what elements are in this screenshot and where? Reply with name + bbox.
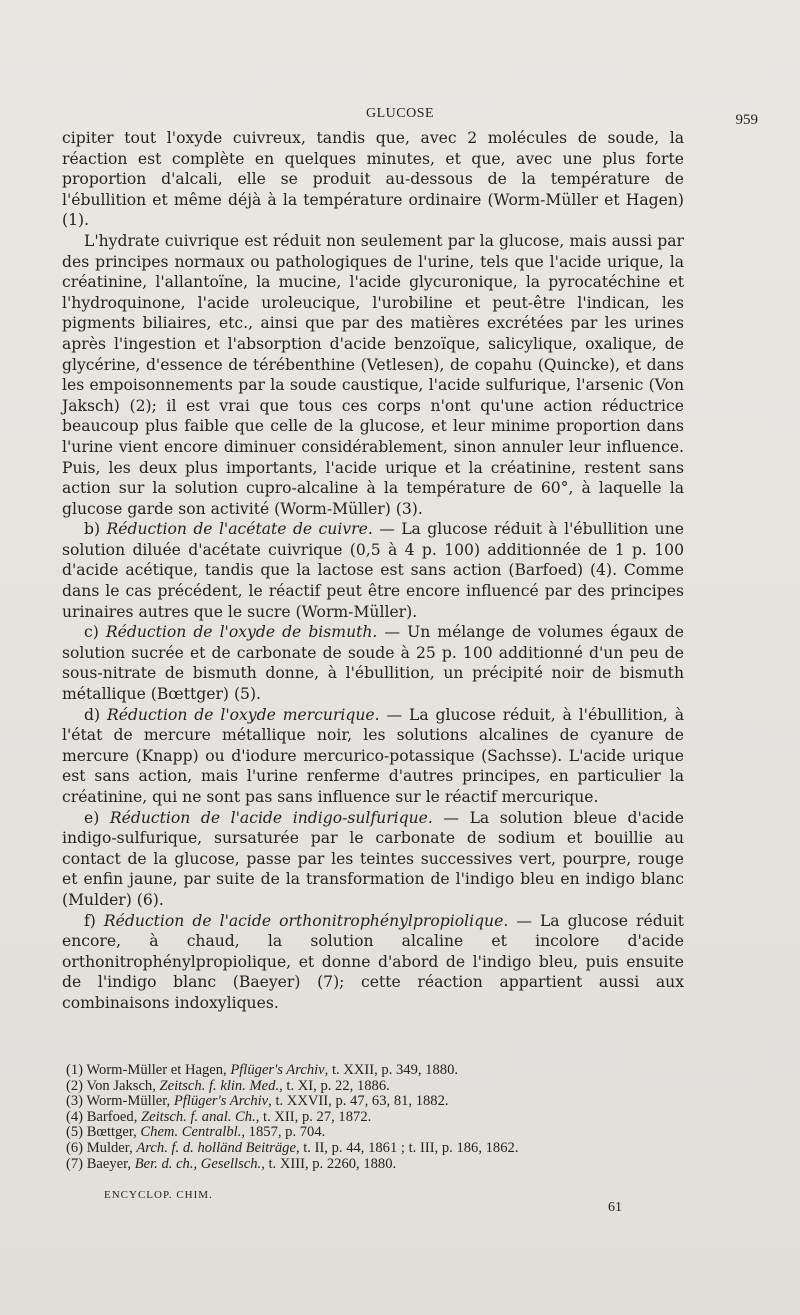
footnote-author: Mulder, xyxy=(86,1139,137,1156)
footnote xyxy=(66,1079,686,1095)
section-e-text: — La solution bleue d'acide indigo-sulfurique, sursaturée par le carbonate de sodium et bouillie au contact de la glucose, passe par les teintes successives vert, pourpre, rouge et enfin jaune, par suite de la transformation de l'indigo bleu en indigo blanc (Mulder) (6). xyxy=(62,808,684,909)
footnote-number: (3) xyxy=(66,1093,84,1110)
footnote-number: (5) xyxy=(66,1124,84,1141)
paragraph-1: cipiter tout l'oxyde cuivreux, tandis que, avec 2 molécules de soude, la réaction est complète en quelques minutes, et que, avec une plus forte proportion d'alcali, elle se produit au-dessous de la température de l'ébullition et même déjà à la température ordinaire (Worm-Müller et Hagen) (1). xyxy=(62,129,684,230)
section-d-title: Réduction de l'oxyde mercurique. xyxy=(106,705,380,724)
footnote-journal: Pflüger's Archiv xyxy=(173,1093,269,1110)
footnote xyxy=(66,1157,686,1173)
footnote-number: (4) xyxy=(66,1108,84,1125)
section-d xyxy=(62,705,684,808)
footnote xyxy=(66,1094,686,1110)
section-b-label: b) xyxy=(84,520,101,539)
body-text xyxy=(62,128,684,1014)
footnote-reference: , t. XIII, p. 2260, 1880. xyxy=(261,1155,397,1172)
section-f-label: f) xyxy=(84,911,96,930)
footnote-journal: Arch. f. d. holländ Beiträge xyxy=(136,1139,296,1156)
footnotes xyxy=(66,1063,686,1172)
footnote-journal: Zeitsch. f. anal. Ch. xyxy=(141,1108,256,1125)
section-b-text: — La glucose réduit à l'ébullition une solution diluée d'acétate cuivrique (0,5 à 4 p. 100) additionnée de 1 p. 100 d'acide acétique, tandis que la lactose est sans action (Barfoed) (4). Comme dans le cas précédent, le réactif peut être encore influencé par des principes urinaires autres que le sucre (Worm-Müller). xyxy=(62,520,684,621)
footnote-reference: , t. XI, p. 22, 1886. xyxy=(279,1077,390,1094)
footnote xyxy=(66,1063,686,1079)
running-title: GLUCOSE xyxy=(365,106,435,121)
paragraph-2: L'hydrate cuivrique est réduit non seulement par la glucose, mais aussi par des principes normaux ou pathologiques de l'urine, tels que l'acide urique, la créatinine, l'allantoïne, la mucine, l'acide glycuronique, la pyrocatéchine et l'hydroquinone, l'acide uroleucique, l'urobiline et peut-être l'indican, les pigments biliaires, etc., ainsi que par des matières excrétées par les urines après l'ingestion et l'absorption d'acide benzoïque, salicylique, oxalique, de glycérine, d'essence de térébenthine (Vetlesen), de copahu (Quincke), et dans les empoisonnements par la soude caustique, l'acide sulfurique, l'arsenic (Von Jaksch) (2); il est vrai que tous ces corps n'ont qu'une action réductrice beaucoup plus faible que celle de la glucose, et leur minime proportion dans l'urine vient encore diminuer considérablement, sinon annuler leur influence. Puis, les deux plus importants, l'acide urique et la créatinine, restent sans action sur la solution cupro-alcaline à la température de 60°, à laquelle la glucose garde son activité (Worm-Müller) (3). xyxy=(62,231,684,518)
footnote xyxy=(66,1110,686,1126)
section-b-title: Réduction de l'acétate de cuivre. xyxy=(106,520,373,539)
footnote-number: (7) xyxy=(66,1155,84,1172)
section-c xyxy=(62,622,684,704)
footnote-journal: Zeitsch. f. klin. Med. xyxy=(159,1077,280,1094)
footnote xyxy=(66,1141,686,1157)
footer-series-label: ENCYCLOP. CHIM. xyxy=(104,1189,213,1201)
footnote-author: Barfoed, xyxy=(86,1108,141,1125)
section-e xyxy=(62,808,684,911)
signature-mark: 61 xyxy=(608,1200,622,1215)
footnote-author: Baeyer, xyxy=(86,1155,135,1172)
footnote-journal: Ber. d. ch., Gesellsch. xyxy=(134,1155,262,1172)
section-d-label: d) xyxy=(84,705,101,724)
section-b xyxy=(62,519,684,622)
footnote xyxy=(66,1125,686,1141)
footnote-reference: , t. XXII, p. 349, 1880. xyxy=(324,1062,459,1078)
section-c-label: c) xyxy=(84,623,99,642)
section-e-title: Réduction de l'acide indigo-sulfurique. xyxy=(109,808,433,827)
footnote-reference: , 1857, p. 704. xyxy=(241,1124,326,1141)
footnote-reference: , t. XXVII, p. 47, 63, 81, 1882. xyxy=(268,1093,449,1110)
footnote-number: (2) xyxy=(66,1077,84,1094)
footnote-journal: Chem. Centralbl. xyxy=(140,1124,242,1141)
footnote-author: Worm-Müller et Hagen, xyxy=(86,1062,231,1078)
footnote-author: Von Jaksch, xyxy=(86,1077,160,1094)
footnote-reference: , t. II, p. 44, 1861 ; t. III, p. 186, 1862. xyxy=(295,1139,519,1156)
section-c-text: — Un mélange de volumes égaux de solution sucrée et de carbonate de soude à 25 p. 100 additionné d'un peu de sous-nitrate de bismuth donne, à l'ébullition, un précipité noir de bismuth métallique (Bœttger) (5). xyxy=(62,623,684,704)
section-c-title: Réduction de l'oxyde de bismuth. xyxy=(105,623,378,642)
footnote-author: Worm-Müller, xyxy=(86,1093,174,1110)
footnote-author: Bœttger, xyxy=(86,1124,141,1141)
section-e-label: e) xyxy=(84,808,100,827)
footnote-number: (6) xyxy=(66,1139,84,1156)
footnote-reference: , t. XII, p. 27, 1872. xyxy=(255,1108,372,1125)
page-number: 959 xyxy=(735,112,758,128)
footnote-number: (1) xyxy=(66,1062,84,1078)
section-f xyxy=(62,911,684,1014)
section-d-text: — La glucose réduit, à l'ébullition, à l'état de mercure métallique noir, les solutions alcalines de cyanure de mercure (Knapp) ou d'iodure mercurico-potassique (Sachsse). L'acide urique est sans action, mais l'urine renferme d'autres principes, en particulier la créatinine, qui ne sont pas sans influence sur le réactif mercurique. xyxy=(62,705,685,806)
footnote-journal: Pflüger's Archiv xyxy=(230,1062,325,1078)
section-f-title: Réduction de l'acide orthonitrophénylpropiolique. xyxy=(103,911,509,930)
section-f-text: — La glucose réduit encore, à chaud, la solution alcaline et incolore d'acide orthonitrophénylpropiolique, et donne d'abord de l'indigo bleu, puis ensuite de l'indigo blanc (Baeyer) (7); cette réaction appartient aussi aux combinaisons indoxyliques. xyxy=(62,911,684,1012)
